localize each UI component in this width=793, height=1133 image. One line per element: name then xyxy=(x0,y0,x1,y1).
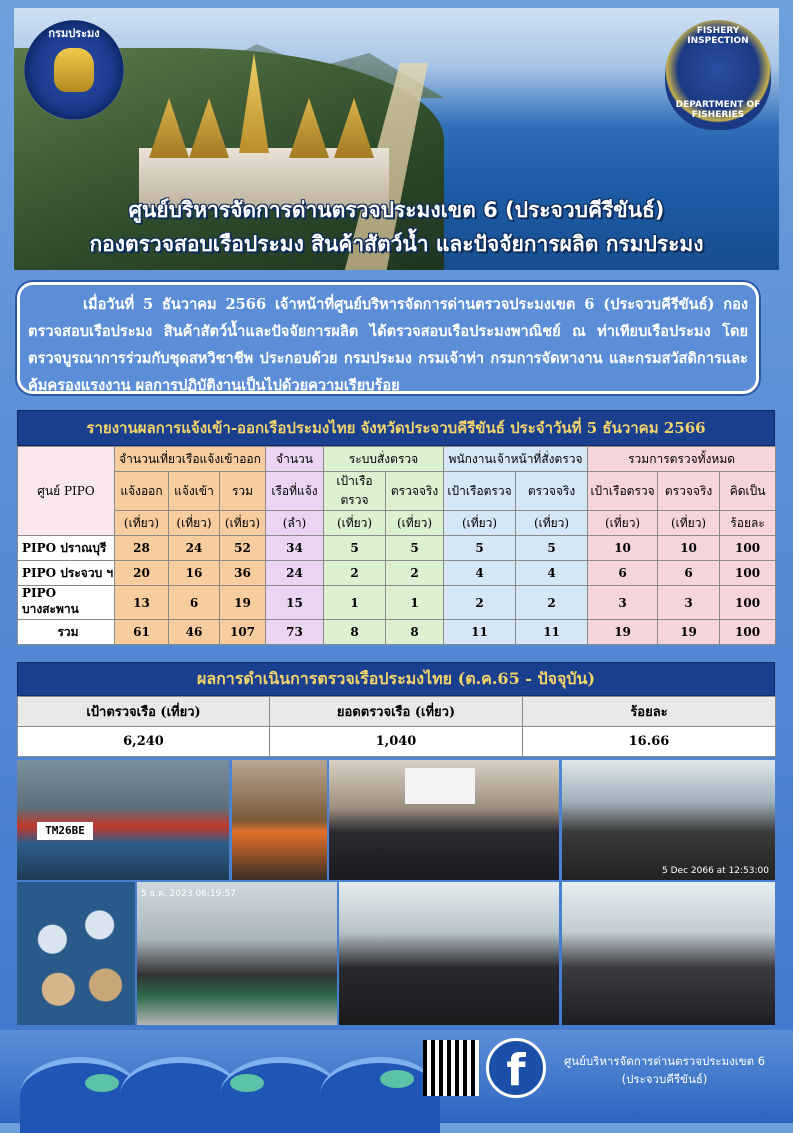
ops-value-checked: 1,040 xyxy=(270,727,523,757)
table-cell: 2 xyxy=(386,561,444,586)
fishery-inspection-logo xyxy=(665,20,771,130)
temple-spire xyxy=(239,53,269,153)
table-cell: 8 xyxy=(386,620,444,645)
table-cell: 16 xyxy=(169,561,220,586)
unit-trip: (เที่ยว) xyxy=(169,511,220,536)
table-cell: 5 xyxy=(444,536,516,561)
sub-boats: เรือที่แจ้ง xyxy=(266,472,324,511)
row-label: PIPO บางสะพาน xyxy=(18,586,115,620)
footer-text xyxy=(552,1052,777,1088)
table-cell: 34 xyxy=(266,536,324,561)
hero-banner xyxy=(14,8,779,270)
sub-actual3: ตรวจจริง xyxy=(658,472,720,511)
table-cell: 2 xyxy=(324,561,386,586)
table-cell: 19 xyxy=(588,620,658,645)
photo-deck-inspection xyxy=(562,882,775,1025)
unit-trip: (เที่ยว) xyxy=(516,511,588,536)
unit-trip: (เที่ยว) xyxy=(115,511,169,536)
photo-port-inspection xyxy=(562,760,775,880)
intro-text: เมื่อวันที่ 5 ธันวาคม 2566 เจ้าหน้าที่ศูนย์บริหารจัดการด่านตรวจประมงเขต 6 (ประจวบคีรีขันธ์) กองตรวจสอบเรือประมง สินค้าสัตว์น้ำและปัจจัยการผลิต ได้ตรวจสอบเรือประมงพาณิชย์ ณ ท่าเทียบเรือประมง โดยตรวจบูรณาการร่วมกับชุดสหวิชาชีพ ประกอบด้วย กรมประมง กรมเจ้าท่า กรมการจัดหางาน และกรมสวัสดิการและคุ้มครองแรงงาน ผลการปฏิบัติงานเป็นไปด้วยความเรียบร้อย xyxy=(28,296,748,394)
table-cell: 6 xyxy=(658,561,720,586)
photo-document-check xyxy=(137,882,337,1025)
photo-crew xyxy=(232,760,327,880)
table-cell: 1 xyxy=(324,586,386,620)
temple-graphic xyxy=(139,58,389,208)
table-cell: 11 xyxy=(516,620,588,645)
ops-table xyxy=(17,696,776,757)
col-center: ศูนย์ PIPO xyxy=(18,447,115,536)
group-officer: พนักงานเจ้าหน้าที่สั่งตรวจ xyxy=(444,447,588,472)
photo-timestamp: 5 ธ.ค. 2023 06:19:57 xyxy=(141,889,236,899)
unit-trip: (เที่ยว) xyxy=(220,511,266,536)
table-cell: 3 xyxy=(588,586,658,620)
group-count: จำนวน xyxy=(266,447,324,472)
table-cell: 19 xyxy=(658,620,720,645)
ops-header-target: เป้าตรวจเรือ (เที่ยว) xyxy=(18,697,270,727)
table-cell: 8 xyxy=(324,620,386,645)
table-cell: 107 xyxy=(220,620,266,645)
header-title-line2: กองตรวจสอบเรือประมง สินค้าสัตว์น้ำ และปัจจัยการผลิต กรมประมง xyxy=(89,232,704,256)
group-system: ระบบสั่งตรวจ xyxy=(324,447,444,472)
footer-line2: (ประจวบคีรีขันธ์) xyxy=(621,1072,708,1086)
table-row xyxy=(18,620,776,645)
unit-pct: ร้อยละ xyxy=(720,511,776,536)
photo-team-onsite xyxy=(339,882,559,1025)
report-section xyxy=(17,410,775,645)
sub-target: เป้าเรือตรวจ xyxy=(324,472,386,511)
table-cell: 36 xyxy=(220,561,266,586)
table-cell: 24 xyxy=(266,561,324,586)
table-cell: 4 xyxy=(444,561,516,586)
header-title-line1: ศูนย์บริหารจัดการด่านตรวจประมงเขต 6 (ประจวบคีรีขันธ์) xyxy=(128,198,665,222)
table-cell: 100 xyxy=(720,536,776,561)
table-cell: 2 xyxy=(516,586,588,620)
report-title: รายงานผลการแจ้งเข้า-ออกเรือประมงไทย จังหวัดประจวบคีรีขันธ์ ประจำวันที่ 5 ธันวาคม 2566 xyxy=(17,410,775,446)
temple-roof xyxy=(189,98,229,158)
table-cell: 10 xyxy=(588,536,658,561)
wave-graphic xyxy=(320,1057,440,1133)
table-cell: 100 xyxy=(720,561,776,586)
temple-roof xyxy=(289,98,329,158)
unit-trip: (เที่ยว) xyxy=(324,511,386,536)
boat-number-label: TM26BE xyxy=(37,822,93,840)
ops-value-target: 6,240 xyxy=(18,727,270,757)
ops-header-checked: ยอดตรวจเรือ (เที่ยว) xyxy=(270,697,523,727)
unit-trip: (เที่ยว) xyxy=(658,511,720,536)
sub-actual: ตรวจจริง xyxy=(386,472,444,511)
sub-percent: คิดเป็น xyxy=(720,472,776,511)
group-total: รวมการตรวจทั้งหมด xyxy=(588,447,776,472)
unit-trip: (เที่ยว) xyxy=(386,511,444,536)
intro-box xyxy=(17,282,759,394)
row-label: PIPO ประจวบ ฯ xyxy=(18,561,115,586)
table-cell: 73 xyxy=(266,620,324,645)
table-cell: 4 xyxy=(516,561,588,586)
group-trips: จำนวนเที่ยวเรือแจ้งเข้าออก xyxy=(115,447,266,472)
qr-code[interactable] xyxy=(423,1040,479,1096)
report-table xyxy=(17,446,776,645)
logo-right-text-bottom: DEPARTMENT OF FISHERIES xyxy=(675,100,761,120)
emblem-icon xyxy=(54,48,94,92)
row-label: รวม xyxy=(18,620,115,645)
table-cell: 10 xyxy=(658,536,720,561)
temple-roof xyxy=(149,98,189,158)
sub-target2: เป้าเรือตรวจ xyxy=(444,472,516,511)
ops-value-percent: 16.66 xyxy=(523,727,776,757)
document-graphic xyxy=(405,768,475,804)
table-cell: 20 xyxy=(115,561,169,586)
table-cell: 19 xyxy=(220,586,266,620)
logo-left-text: กรมประมง xyxy=(48,27,100,40)
unit-trip: (เที่ยว) xyxy=(588,511,658,536)
table-cell: 100 xyxy=(720,620,776,645)
ops-section xyxy=(17,662,775,757)
table-cell: 15 xyxy=(266,586,324,620)
unit-trip: (เที่ยว) xyxy=(444,511,516,536)
table-row xyxy=(18,536,776,561)
table-cell: 52 xyxy=(220,536,266,561)
table-cell: 28 xyxy=(115,536,169,561)
ops-header-percent: ร้อยละ xyxy=(523,697,776,727)
temple-roof xyxy=(334,98,374,158)
table-cell: 13 xyxy=(115,586,169,620)
table-cell: 11 xyxy=(444,620,516,645)
table-cell: 5 xyxy=(324,536,386,561)
table-cell: 5 xyxy=(386,536,444,561)
footer-line1: ศูนย์บริหารจัดการด่านตรวจประมงเขต 6 xyxy=(563,1054,766,1068)
department-of-fisheries-logo xyxy=(24,20,124,120)
photo-timestamp: 5 Dec 2066 at 12:53:00 xyxy=(662,866,769,876)
sub-total: รวม xyxy=(220,472,266,511)
table-cell: 6 xyxy=(588,561,658,586)
ops-title: ผลการดำเนินการตรวจเรือประมงไทย (ต.ค.65 - ปัจจุบัน) xyxy=(17,662,775,696)
table-cell: 3 xyxy=(658,586,720,620)
sub-out: แจ้งออก xyxy=(115,472,169,511)
table-cell: 6 xyxy=(169,586,220,620)
table-cell: 100 xyxy=(720,586,776,620)
logo-right-text-top: FISHERY INSPECTION xyxy=(687,26,749,46)
report-body xyxy=(18,536,776,645)
fish-icon xyxy=(230,1074,264,1092)
table-cell: 5 xyxy=(516,536,588,561)
table-cell: 61 xyxy=(115,620,169,645)
sub-in: แจ้งเข้า xyxy=(169,472,220,511)
table-cell: 24 xyxy=(169,536,220,561)
facebook-icon[interactable]: f xyxy=(486,1038,546,1098)
fish-icon xyxy=(380,1070,414,1088)
table-cell: 1 xyxy=(386,586,444,620)
photo-catch-baskets xyxy=(17,882,135,1025)
table-cell: 46 xyxy=(169,620,220,645)
photo-officers-inspection xyxy=(329,760,559,880)
table-cell: 2 xyxy=(444,586,516,620)
photo-collage xyxy=(17,760,775,1025)
photo-fishing-boat xyxy=(17,760,229,880)
sub-target3: เป้าเรือตรวจ xyxy=(588,472,658,511)
row-label: PIPO ปราณบุรี xyxy=(18,536,115,561)
sub-actual2: ตรวจจริง xyxy=(516,472,588,511)
fish-icon xyxy=(85,1074,119,1092)
unit-boat: (ลำ) xyxy=(266,511,324,536)
table-row xyxy=(18,586,776,620)
table-row xyxy=(18,561,776,586)
